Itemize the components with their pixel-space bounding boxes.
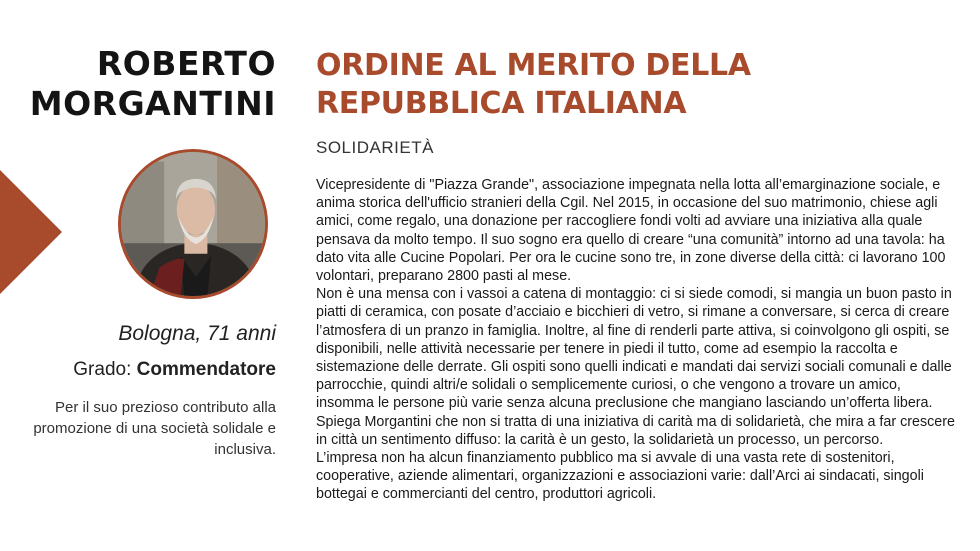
biography-paragraph-2: Non è una mensa con i vassoi a catena di montaggio: ci si siede comodi, si mangia un buon pasto in piatti di ceramica, con posate d’acciaio e bicchieri di vetro, si rimane a conversare, si cerca di creare l’atmosfera di un pranzo in famiglia. Inoltre, al fine di renderli parte attiva, si coinvolgono gli ospiti, se disponibili, nelle attività necessarie per tenere in piedi il tutto, come ad esempio la raccolta e sistemazione delle derrate. Gli ospiti sono quelli indicati e mandati dai servizi sociali comunali e dalle parrocchie, quindi altri/e solidali o semplicemente curiosi, o che vengono a trovare un amico, insomma le persone più varie senza alcuna preclusione che mangiano lasciando un’offerta libera. Spiega Morgantini che non si tratta di una iniziativa di carità ma di solidarietà, che mira a far crescere in città un sentimento diffuso: la carità è un gesto, la solidarietà un processo, un percorso. [316, 286, 955, 448]
portrait-illustration [121, 152, 265, 296]
biography-paragraph-3: L’impresa non ha alcun finanziamento pubblico ma si avvale di una vasta rete di sostenitori, cooperative, aziende alimentari, organizzazioni e associazioni varie: dall’Arci ai sindacati, singoli bottegai e commercianti del centro, produttori agricoli. [316, 450, 924, 503]
person-name-line2: MORGANTINI [29, 84, 276, 123]
decorative-arrow-shape [0, 170, 62, 294]
person-location-age: Bologna, 71 anni [118, 322, 276, 345]
award-category: SOLIDARIETÀ [316, 138, 434, 157]
portrait-photo [118, 149, 268, 299]
person-name-line1: ROBERTO [96, 44, 276, 83]
person-name [30, 44, 276, 124]
award-title: ORDINE AL MERITO DELLA REPUBBLICA ITALIANA [316, 48, 751, 121]
grade-label: Grado: [73, 359, 137, 380]
person-grade [73, 359, 276, 381]
award-motivation: Per il suo prezioso contributo alla promozione di una società solidale e inclusiva. [33, 399, 276, 458]
grade-value: Commendatore [136, 359, 276, 380]
biography-paragraph-1: Vicepresidente di "Piazza Grande", associazione impegnata nella lotta all’emarginazione sociale, e anima storica dell'ufficio stranieri della Cgil. Nel 2015, in occasione del suo matrimonio, chiese agli amici, come regalo, una donazione per raccogliere fondi volti ad avviare una iniziativa alla quale pensava da molto tempo. Il suo sogno era quello di creare “una comunità” intorno ad una tavola: ha dato vita alle Cucine Popolari. Per ora le cucine sono tre, in zone diverse della città: ci lavorano 100 volontari, preparano 2800 pasti al mese. [316, 177, 946, 285]
biography-text [316, 176, 958, 504]
